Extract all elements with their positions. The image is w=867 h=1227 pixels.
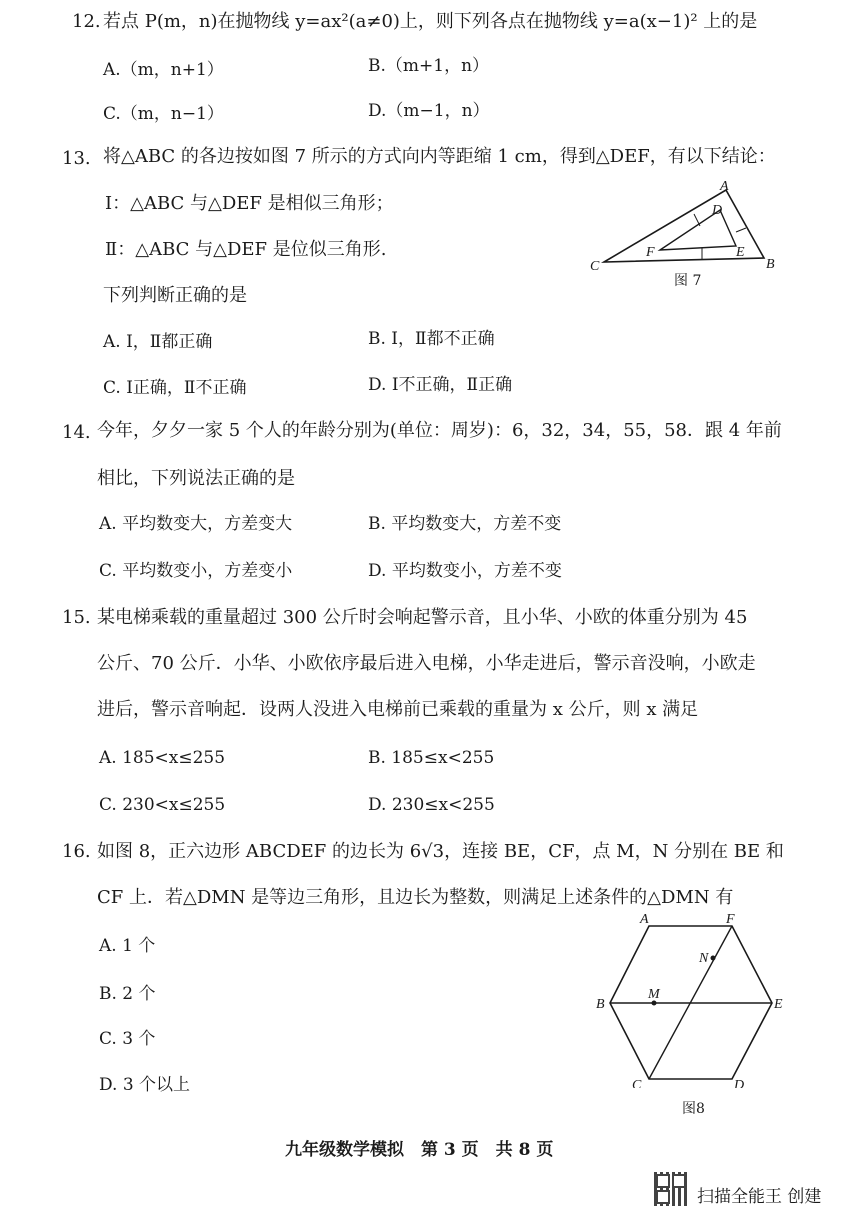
q12-option-a: A.（m，n+1） xyxy=(103,60,224,80)
q13-prompt: 下列判断正确的是 xyxy=(103,285,247,306)
qr-code-icon xyxy=(654,1172,688,1206)
q16-number: 16. xyxy=(62,841,91,862)
q12-option-d: D.（m−1，n） xyxy=(368,101,490,121)
q15-option-b: B. 185≤x<255 xyxy=(368,748,495,768)
q15-option-a: A. 185<x≤255 xyxy=(99,748,226,768)
q16-option-c: C. 3 个 xyxy=(99,1029,156,1049)
label-c: C xyxy=(590,259,600,274)
q13-claim-1: Ⅰ：△ABC 与△DEF 是相似三角形； xyxy=(105,193,394,214)
q14-option-c: C. 平均数变小，方差变小 xyxy=(99,561,293,581)
q14-stem-line-2: 相比，下列说法正确的是 xyxy=(97,468,295,489)
q14-number: 14. xyxy=(62,422,91,443)
q12-option-c: C.（m，n−1） xyxy=(103,104,224,124)
q15-option-c: C. 230<x≤255 xyxy=(99,795,226,815)
label-a: A xyxy=(640,912,649,927)
q13-option-c: C. Ⅰ正确，Ⅱ不正确 xyxy=(103,378,247,398)
label-m: M xyxy=(648,987,660,1002)
q16-stem-line-1: 如图 8，正六边形 ABCDEF 的边长为 6√3，连接 BE，CF，点 M，N 分别在 BE 和 xyxy=(97,841,784,862)
q14-option-d: D. 平均数变小，方差不变 xyxy=(368,561,562,581)
page-footer: 九年级数学模拟 第 3 页 共 8 页 xyxy=(285,1140,554,1160)
q13-option-b: B. Ⅰ，Ⅱ都不正确 xyxy=(368,329,495,349)
q13-option-d: D. Ⅰ不正确，Ⅱ正确 xyxy=(368,375,513,395)
label-f: F xyxy=(646,245,655,260)
q16-option-d: D. 3 个以上 xyxy=(99,1075,191,1095)
q14-option-b: B. 平均数变大，方差不变 xyxy=(368,514,562,534)
arrow-top xyxy=(694,214,700,226)
q13-option-a: A. Ⅰ，Ⅱ都正确 xyxy=(103,332,213,352)
label-e: E xyxy=(736,245,745,260)
q13-stem: 将△ABC 的各边按如图 7 所示的方式向内等距缩 1 cm，得到△DEF，有以下结论： xyxy=(103,146,776,167)
watermark-text: 扫描全能王 创建 xyxy=(697,1187,822,1207)
label-n: N xyxy=(699,951,709,966)
q15-stem-line-2: 公斤、70 公斤．小华、小欧依序最后进入电梯，小华走进后，警示音没响，小欧走 xyxy=(97,653,756,674)
q12-number: 12. xyxy=(72,11,101,32)
q16-option-a: A. 1 个 xyxy=(99,936,156,956)
figure-8-caption: 图8 xyxy=(682,1101,705,1117)
q16-option-b: B. 2 个 xyxy=(99,984,156,1004)
point-n xyxy=(711,956,716,961)
figure-7-caption: 图 7 xyxy=(674,273,702,289)
arrow-right xyxy=(736,228,746,232)
q12-stem: 若点 P(m，n)在抛物线 y=ax²(a≠0)上，则下列各点在抛物线 y=a(x−1)² 上的是 xyxy=(103,11,758,32)
label-d: D xyxy=(734,1078,745,1088)
q14-option-a: A. 平均数变大，方差变大 xyxy=(99,514,293,534)
q14-stem-line-1: 今年，夕夕一家 5 个人的年龄分别为(单位：周岁)：6，32，34，55，58．跟 4 年前 xyxy=(97,420,782,441)
triangle-def xyxy=(660,210,736,250)
q13-number: 13. xyxy=(62,148,91,169)
label-b: B xyxy=(766,257,775,272)
q12-option-b: B.（m+1，n） xyxy=(368,56,490,76)
label-d: D xyxy=(712,203,723,218)
figure-7-triangles xyxy=(586,176,786,276)
q13-claim-2: Ⅱ：△ABC 与△DEF 是位似三角形. xyxy=(105,239,387,260)
q15-stem-line-3: 进后，警示音响起．设两人没进入电梯前已乘载的重量为 x 公斤，则 x 满足 xyxy=(97,699,699,720)
label-a: A xyxy=(720,179,729,194)
label-b: B xyxy=(596,997,605,1012)
label-f: F xyxy=(726,912,735,927)
label-e: E xyxy=(774,997,783,1012)
figure-8-hexagon xyxy=(592,908,792,1088)
q15-number: 15. xyxy=(62,607,91,628)
label-c: C xyxy=(632,1078,642,1088)
q15-option-d: D. 230≤x<255 xyxy=(368,795,495,815)
q15-stem-line-1: 某电梯乘载的重量超过 300 公斤时会响起警示音，且小华、小欧的体重分别为 45 xyxy=(97,607,748,628)
q16-stem-line-2: CF 上．若△DMN 是等边三角形，且边长为整数，则满足上述条件的△DMN 有 xyxy=(97,887,734,908)
